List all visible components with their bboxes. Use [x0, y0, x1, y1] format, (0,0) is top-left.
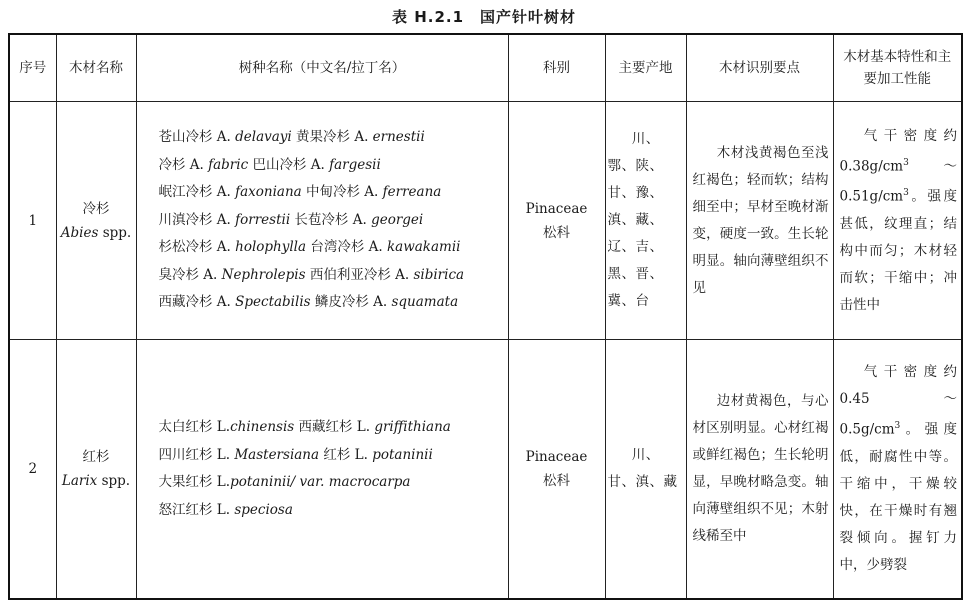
species-cn-name: 太白红杉 L.: [158, 419, 231, 435]
species-latin-name: forrestii: [235, 211, 291, 228]
properties-cell: [833, 102, 962, 340]
header-wood-name: 木材名称: [56, 34, 136, 102]
species-line: [159, 234, 508, 262]
species-cell: [136, 102, 508, 340]
origin-cell: [605, 102, 686, 340]
header-no: 序号: [9, 34, 56, 102]
species-cn-name: 黄果冷杉 A.: [291, 129, 373, 146]
family-cn: 松科: [543, 224, 570, 241]
family-cell: [508, 340, 605, 600]
species-line: [159, 124, 508, 152]
table-title: 表 H.2.1 国产针叶树材: [391, 8, 577, 26]
species-latin-name: squamata: [391, 294, 459, 311]
species-cn-name: 四川红杉 L.: [158, 446, 235, 463]
species-cn-name: 川滇冷杉 A.: [158, 211, 236, 228]
species-latin-name: ferreana: [382, 184, 442, 201]
family-latin: Pinaceae: [525, 200, 588, 217]
species-latin-name: speciosa: [234, 501, 293, 518]
softwood-table: [8, 33, 963, 600]
species-latin-name: chinensis: [230, 419, 295, 435]
species-latin-name: georgei: [371, 211, 424, 228]
header-species-name: 树种名称（中文名/拉丁名）: [136, 34, 508, 102]
identification-text: 边材黄褐色，与心材区别明显。心材红褐或鲜红褐色；生长轮明显，早晚材略急变。轴向薄壁组织不见；木射线稀至中: [692, 393, 829, 544]
species-cn-name: 台湾冷杉 A.: [306, 239, 387, 256]
species-line: [159, 262, 508, 290]
wood-name-cn: 红杉: [82, 449, 110, 465]
species-latin-name: ernestii: [372, 129, 425, 146]
species-line: [159, 414, 508, 442]
species-cn-name: 怒江红杉 L.: [158, 501, 235, 518]
species-cn-name: 西藏红杉 L.: [294, 419, 375, 435]
header-origin: 主要产地: [605, 34, 686, 102]
species-latin-name: potaninii: [372, 446, 433, 463]
species-cn-name: 臭冷杉 A.: [158, 266, 222, 283]
identification-cell: [686, 102, 833, 340]
species-line: [159, 179, 508, 207]
table-row: [9, 340, 962, 600]
species-latin-name: kawakamii: [386, 239, 461, 256]
family-latin: Pinaceae: [525, 449, 588, 465]
species-cn-name: 红杉 L.: [319, 446, 373, 463]
wood-name-latin: Larix spp.: [61, 473, 131, 489]
species-cn-name: 西伯利亚冷杉 A.: [305, 266, 414, 283]
wood-name-latin: Abies spp.: [60, 224, 132, 241]
species-line: [159, 497, 508, 525]
species-latin-name: fabric: [208, 156, 249, 173]
species-latin-name: Mastersiana: [234, 446, 320, 463]
species-cn-name: 巴山冷杉 A.: [248, 156, 330, 173]
identification-cell: [686, 340, 833, 600]
species-cn-name: 冷杉 A.: [158, 156, 209, 173]
species-cn-name: 苍山冷杉 A.: [158, 129, 236, 146]
family-cell: [508, 102, 605, 340]
properties-text: 气干密度约$0.38g/cm^3$ ～ $0.51g/cm^3$。强度甚低，纹理直；结构中而匀；木材轻而软；干缩中；冲击性中: [839, 127, 957, 313]
origin-text: 川、甘、滇、藏: [607, 447, 678, 490]
species-cn-name: 西藏冷杉 A.: [158, 294, 236, 311]
header-family: 科别: [508, 34, 605, 102]
header-properties: 木材基本特性和主要加工性能: [833, 34, 962, 102]
species-latin-name: faxoniana: [235, 184, 302, 201]
origin-text: 川、鄂、陕、甘、豫、滇、藏、辽、吉、黑、晋、冀、台: [607, 131, 664, 309]
species-latin-name: Nephrolepis: [221, 266, 306, 283]
species-cn-name: 杉松冷杉 A.: [158, 239, 236, 256]
species-latin-name: delavayi: [235, 129, 292, 146]
species-cell: [136, 340, 508, 600]
species-cn-name: 岷江冷杉 A.: [158, 184, 236, 201]
family-cn: 松科: [543, 473, 570, 489]
species-latin-name: fargesii: [329, 156, 381, 173]
row-number: 2: [9, 340, 56, 600]
species-cn-name: 长苞冷杉 A.: [290, 211, 372, 228]
species-latin-name: Spectabilis: [235, 294, 311, 311]
species-line: [159, 152, 508, 180]
wood-name-cell: [56, 102, 136, 340]
species-cn-name: 大果红杉 L.: [158, 474, 231, 490]
species-line: [159, 469, 508, 497]
species-cn-name: 中甸冷杉 A.: [301, 184, 383, 201]
species-latin-name: potaninii/ var. macrocarpa: [230, 474, 411, 490]
species-line: [159, 289, 508, 317]
origin-cell: [605, 340, 686, 600]
species-line: [159, 207, 508, 235]
species-line: [159, 442, 508, 470]
header-identification: 木材识别要点: [686, 34, 833, 102]
species-latin-name: sibirica: [413, 266, 465, 283]
header-row: [9, 34, 962, 102]
wood-name-cell: [56, 340, 136, 600]
row-number: 1: [9, 102, 56, 340]
species-cn-name: 鳞皮冷杉 A.: [310, 294, 392, 311]
table-row: [9, 102, 962, 340]
species-latin-name: holophylla: [235, 239, 307, 256]
identification-text: 木材浅黄褐色至浅红褐色；轻而软；结构细至中；早材至晚材渐变，硬度一致。生长轮明显。轴向薄壁组织不见: [692, 144, 829, 296]
properties-text: 气干密度约0.45 ～ $0.5g/cm^3$。强度低，耐腐性中等。干缩中，干燥较快，在干燥时有翘裂倾向。握钉力中，少劈裂: [839, 364, 957, 573]
species-latin-name: griffithiana: [374, 419, 451, 435]
wood-name-cn: 冷杉: [82, 200, 110, 217]
properties-cell: [833, 340, 962, 600]
